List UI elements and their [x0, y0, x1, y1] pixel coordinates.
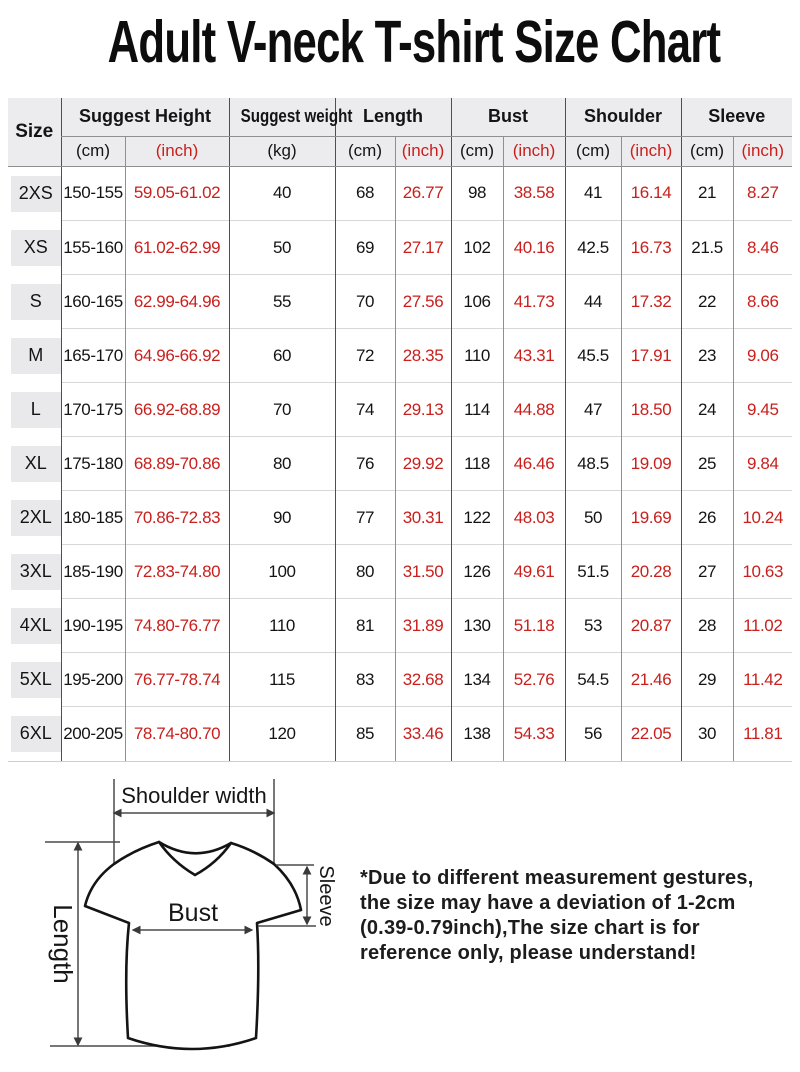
size-label: 6XL — [11, 716, 61, 752]
value-cell: 72 — [335, 329, 395, 383]
value-cell: 29.13 — [395, 383, 451, 437]
sleeve-label: Sleeve — [315, 865, 337, 927]
table-row — [8, 599, 792, 653]
table-header — [8, 98, 792, 166]
value-cell: 102 — [451, 221, 503, 275]
value-cell: 200-205 — [61, 707, 125, 762]
value-cell: 25 — [681, 437, 733, 491]
value-cell: 98 — [451, 166, 503, 221]
value-cell: 138 — [451, 707, 503, 762]
value-cell: 51.5 — [565, 545, 621, 599]
value-cell: 42.5 — [565, 221, 621, 275]
column-group-length — [335, 98, 451, 136]
column-group-label: Sleeve — [708, 106, 766, 127]
unit-header-inch: (inch) — [621, 136, 681, 166]
note-line: the size may have a deviation of 1-2cm — [360, 892, 736, 914]
column-group-label: Length — [363, 106, 424, 127]
value-cell: 11.02 — [733, 599, 792, 653]
size-cell — [8, 707, 61, 762]
unit-header-inch: (inch) — [395, 136, 451, 166]
value-cell: 51.18 — [503, 599, 565, 653]
size-label: 4XL — [11, 608, 61, 644]
shoulder-width-label: Shoulder width — [121, 783, 267, 808]
table-row — [8, 545, 792, 599]
unit-header-cm: (cm) — [61, 136, 125, 166]
size-label: 2XL — [11, 500, 61, 536]
value-cell: 170-175 — [61, 383, 125, 437]
value-cell: 44.88 — [503, 383, 565, 437]
value-cell: 17.91 — [621, 329, 681, 383]
unit-header-cm: (cm) — [565, 136, 621, 166]
size-label: XL — [11, 446, 61, 482]
value-cell: 28 — [681, 599, 733, 653]
value-cell: 77 — [335, 491, 395, 545]
value-cell: 49.61 — [503, 545, 565, 599]
page-title-text: Adult V-neck T-shirt Size Chart — [107, 9, 721, 75]
value-cell: 120 — [229, 707, 335, 762]
value-cell: 43.31 — [503, 329, 565, 383]
value-cell: 48.03 — [503, 491, 565, 545]
group-header-row — [8, 98, 792, 136]
value-cell: 126 — [451, 545, 503, 599]
value-cell: 33.46 — [395, 707, 451, 762]
value-cell: 60 — [229, 329, 335, 383]
value-cell: 62.99-64.96 — [125, 275, 229, 329]
value-cell: 185-190 — [61, 545, 125, 599]
value-cell: 52.76 — [503, 653, 565, 707]
value-cell: 190-195 — [61, 599, 125, 653]
value-cell: 54.5 — [565, 653, 621, 707]
value-cell: 72.83-74.80 — [125, 545, 229, 599]
value-cell: 61.02-62.99 — [125, 221, 229, 275]
value-cell: 80 — [335, 545, 395, 599]
value-cell: 20.28 — [621, 545, 681, 599]
value-cell: 44 — [565, 275, 621, 329]
value-cell: 20.87 — [621, 599, 681, 653]
value-cell: 19.69 — [621, 491, 681, 545]
value-cell: 17.32 — [621, 275, 681, 329]
unit-header-cm: (cm) — [681, 136, 733, 166]
unit-header-inch: (inch) — [733, 136, 792, 166]
column-group-suggest-height — [61, 98, 229, 136]
value-cell: 21 — [681, 166, 733, 221]
value-cell: 54.33 — [503, 707, 565, 762]
value-cell: 81 — [335, 599, 395, 653]
value-cell: 53 — [565, 599, 621, 653]
value-cell: 70.86-72.83 — [125, 491, 229, 545]
value-cell: 155-160 — [61, 221, 125, 275]
value-cell: 50 — [229, 221, 335, 275]
value-cell: 70 — [229, 383, 335, 437]
size-table — [8, 98, 792, 762]
size-cell — [8, 166, 61, 221]
size-cell — [8, 221, 61, 275]
value-cell: 64.96-66.92 — [125, 329, 229, 383]
value-cell: 16.73 — [621, 221, 681, 275]
value-cell: 68 — [335, 166, 395, 221]
value-cell: 8.27 — [733, 166, 792, 221]
table-body — [8, 166, 792, 761]
column-group-suggest-weight — [229, 98, 352, 136]
size-label: 5XL — [11, 662, 61, 698]
value-cell: 10.24 — [733, 491, 792, 545]
unit-header-kg: (kg) — [229, 136, 335, 166]
column-header-size: Size — [8, 98, 61, 166]
value-cell: 30.31 — [395, 491, 451, 545]
value-cell: 55 — [229, 275, 335, 329]
value-cell: 80 — [229, 437, 335, 491]
size-cell — [8, 599, 61, 653]
size-cell — [8, 275, 61, 329]
value-cell: 100 — [229, 545, 335, 599]
value-cell: 48.5 — [565, 437, 621, 491]
value-cell: 46.46 — [503, 437, 565, 491]
value-cell: 23 — [681, 329, 733, 383]
value-cell: 56 — [565, 707, 621, 762]
column-group-label: Shoulder — [584, 106, 663, 127]
value-cell: 106 — [451, 275, 503, 329]
value-cell: 27.17 — [395, 221, 451, 275]
table-row — [8, 491, 792, 545]
size-cell — [8, 383, 61, 437]
unit-header-inch: (inch) — [503, 136, 565, 166]
value-cell: 114 — [451, 383, 503, 437]
value-cell: 9.84 — [733, 437, 792, 491]
value-cell: 74 — [335, 383, 395, 437]
value-cell: 29 — [681, 653, 733, 707]
value-cell: 118 — [451, 437, 503, 491]
value-cell: 22.05 — [621, 707, 681, 762]
value-cell: 40 — [229, 166, 335, 221]
table-row — [8, 707, 792, 762]
note-line: reference only, please understand! — [360, 942, 697, 964]
value-cell: 9.06 — [733, 329, 792, 383]
value-cell: 19.09 — [621, 437, 681, 491]
value-cell: 50 — [565, 491, 621, 545]
value-cell: 31.50 — [395, 545, 451, 599]
value-cell: 27.56 — [395, 275, 451, 329]
note-text — [360, 866, 790, 966]
value-cell: 9.45 — [733, 383, 792, 437]
length-label: Length — [48, 904, 78, 984]
size-cell — [8, 329, 61, 383]
value-cell: 76 — [335, 437, 395, 491]
value-cell: 31.89 — [395, 599, 451, 653]
table-row — [8, 329, 792, 383]
value-cell: 165-170 — [61, 329, 125, 383]
size-label: XS — [11, 230, 61, 266]
value-cell: 85 — [335, 707, 395, 762]
size-label: S — [11, 284, 61, 320]
value-cell: 21.5 — [681, 221, 733, 275]
value-cell: 28.35 — [395, 329, 451, 383]
value-cell: 115 — [229, 653, 335, 707]
value-cell: 90 — [229, 491, 335, 545]
value-cell: 27 — [681, 545, 733, 599]
measurement-diagram — [30, 770, 370, 1072]
value-cell: 30 — [681, 707, 733, 762]
column-group-shoulder — [565, 98, 681, 136]
column-group-label: Bust — [488, 106, 529, 127]
table-row — [8, 221, 792, 275]
value-cell: 122 — [451, 491, 503, 545]
value-cell: 16.14 — [621, 166, 681, 221]
column-group-sleeve — [681, 98, 792, 136]
column-group-label: Suggest weight — [240, 106, 352, 127]
size-label: M — [11, 338, 61, 374]
table-row — [8, 275, 792, 329]
size-cell — [8, 437, 61, 491]
value-cell: 40.16 — [503, 221, 565, 275]
value-cell: 26.77 — [395, 166, 451, 221]
value-cell: 78.74-80.70 — [125, 707, 229, 762]
value-cell: 22 — [681, 275, 733, 329]
value-cell: 32.68 — [395, 653, 451, 707]
note-line: *Due to different measurement gestures, — [360, 867, 754, 889]
unit-header-cm: (cm) — [335, 136, 395, 166]
value-cell: 45.5 — [565, 329, 621, 383]
value-cell: 21.46 — [621, 653, 681, 707]
value-cell: 69 — [335, 221, 395, 275]
size-label: 3XL — [11, 554, 61, 590]
unit-header-cm: (cm) — [451, 136, 503, 166]
value-cell: 29.92 — [395, 437, 451, 491]
size-cell — [8, 653, 61, 707]
value-cell: 195-200 — [61, 653, 125, 707]
value-cell: 26 — [681, 491, 733, 545]
unit-header-row — [8, 136, 792, 166]
column-group-bust — [451, 98, 565, 136]
value-cell: 8.66 — [733, 275, 792, 329]
value-cell: 130 — [451, 599, 503, 653]
value-cell: 8.46 — [733, 221, 792, 275]
value-cell: 110 — [451, 329, 503, 383]
value-cell: 175-180 — [61, 437, 125, 491]
value-cell: 41 — [565, 166, 621, 221]
value-cell: 76.77-78.74 — [125, 653, 229, 707]
table-row — [8, 383, 792, 437]
value-cell: 134 — [451, 653, 503, 707]
value-cell: 24 — [681, 383, 733, 437]
value-cell: 11.42 — [733, 653, 792, 707]
unit-header-inch: (inch) — [125, 136, 229, 166]
size-label: 2XS — [11, 176, 61, 212]
value-cell: 11.81 — [733, 707, 792, 762]
size-cell — [8, 545, 61, 599]
value-cell: 150-155 — [61, 166, 125, 221]
value-cell: 160-165 — [61, 275, 125, 329]
table-row — [8, 166, 792, 221]
size-label: L — [11, 392, 61, 428]
column-group-label: Suggest Height — [79, 106, 212, 127]
value-cell: 180-185 — [61, 491, 125, 545]
value-cell: 18.50 — [621, 383, 681, 437]
value-cell: 70 — [335, 275, 395, 329]
value-cell: 47 — [565, 383, 621, 437]
page-title — [0, 8, 800, 76]
bust-label: Bust — [167, 899, 219, 927]
value-cell: 59.05-61.02 — [125, 166, 229, 221]
value-cell: 10.63 — [733, 545, 792, 599]
value-cell: 83 — [335, 653, 395, 707]
value-cell: 38.58 — [503, 166, 565, 221]
table-row — [8, 437, 792, 491]
value-cell: 68.89-70.86 — [125, 437, 229, 491]
note-line: (0.39-0.79inch),The size chart is for — [360, 917, 700, 939]
value-cell: 110 — [229, 599, 335, 653]
value-cell: 66.92-68.89 — [125, 383, 229, 437]
table-row — [8, 653, 792, 707]
size-cell — [8, 491, 61, 545]
value-cell: 74.80-76.77 — [125, 599, 229, 653]
value-cell: 41.73 — [503, 275, 565, 329]
